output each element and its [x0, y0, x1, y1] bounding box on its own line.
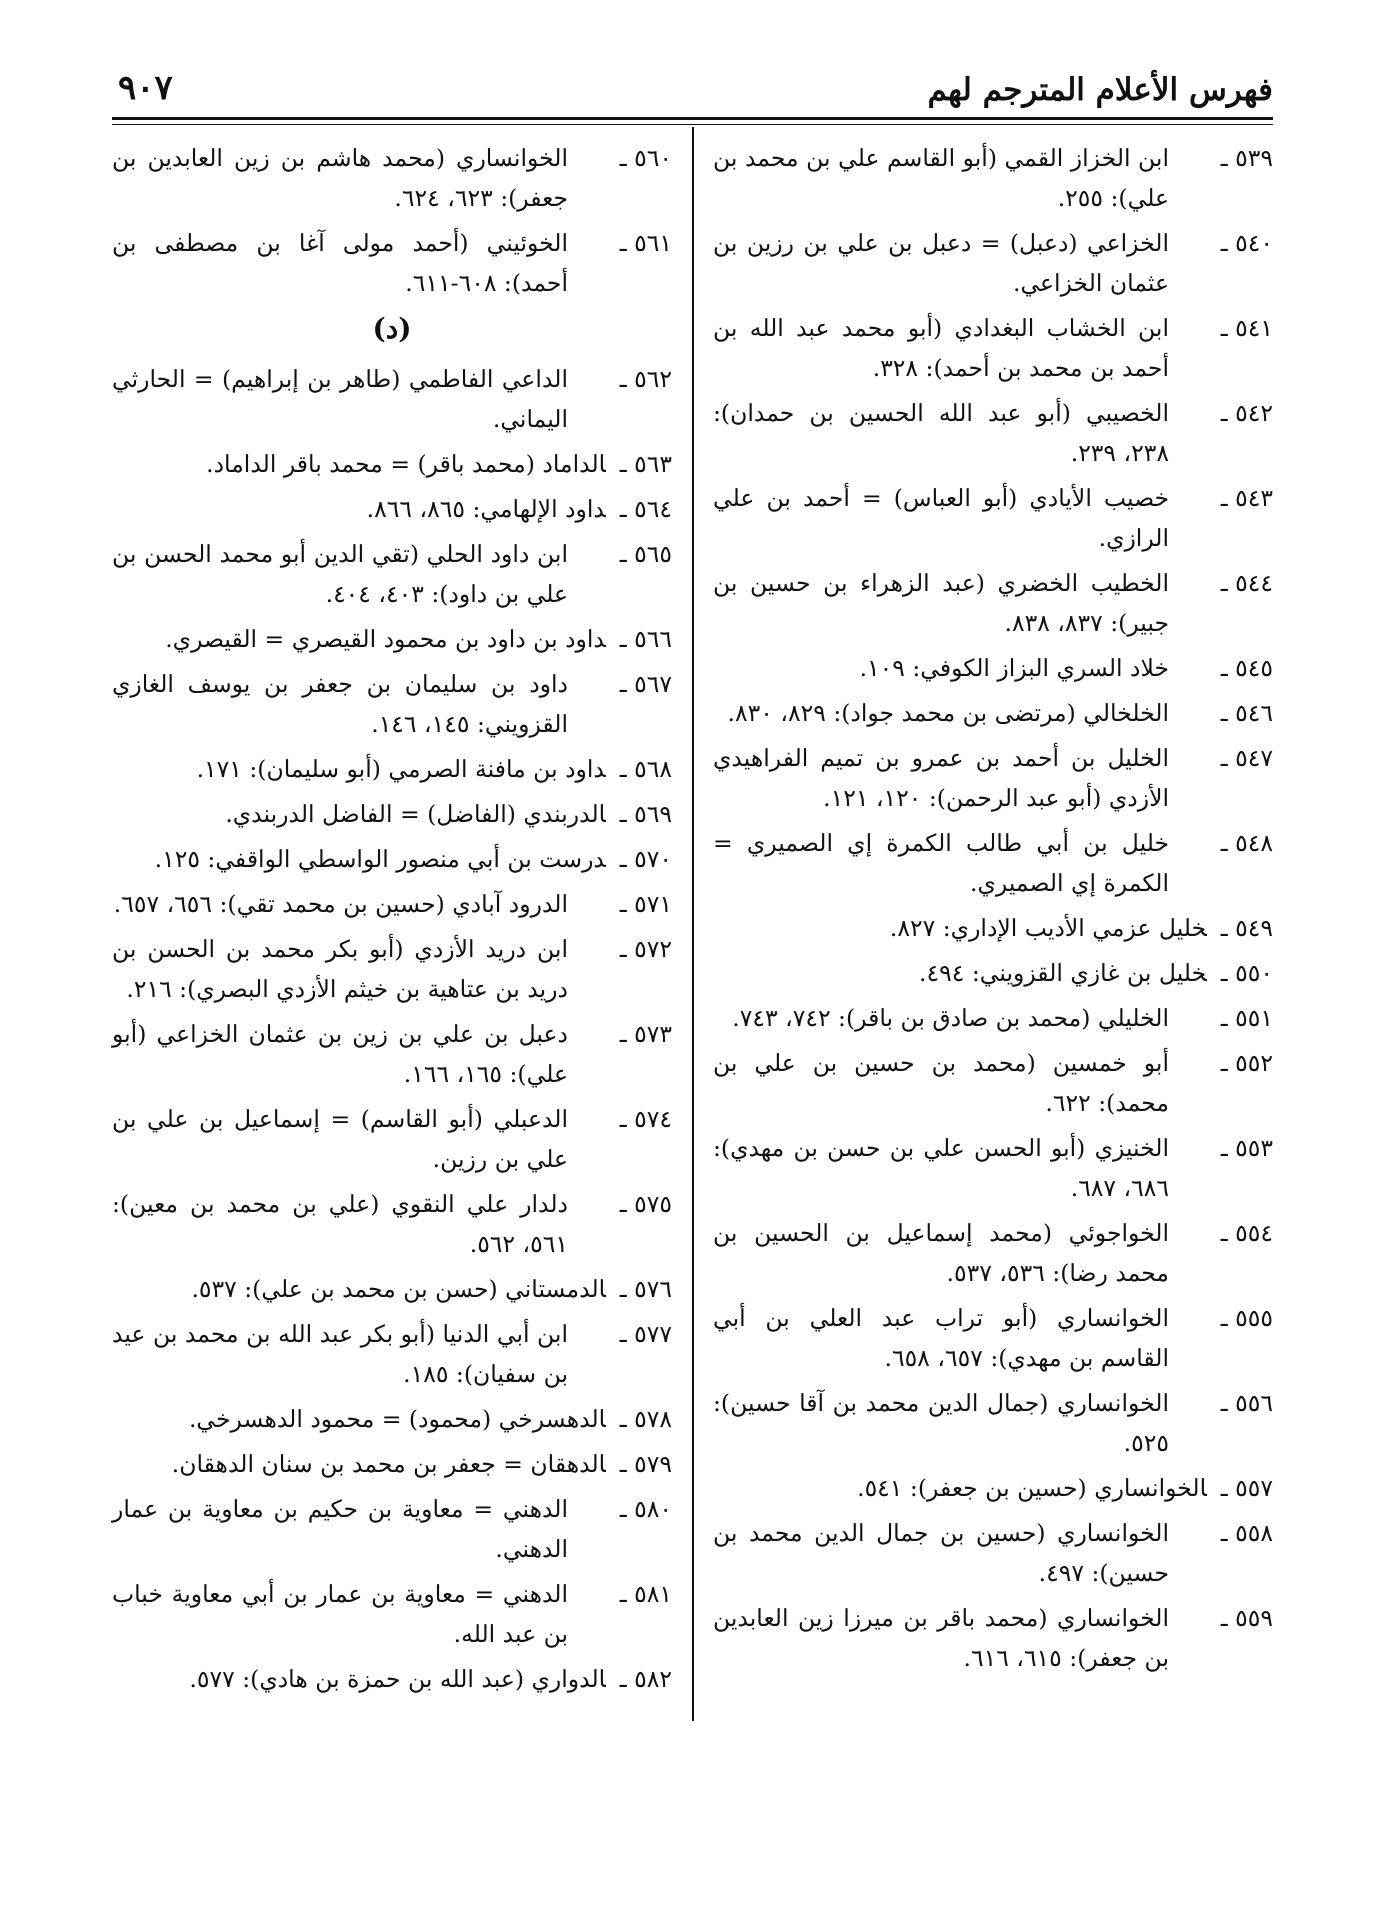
entry-text: الدواري (عبد الله بن حمزة بن هادي): ٥٧٧. — [189, 1665, 606, 1693]
entry-text: الداماد (محمد باقر) = محمد باقر الداماد. — [206, 450, 606, 478]
index-entry — [713, 138, 1273, 218]
index-entry — [713, 953, 1273, 993]
entry-number: ٥٤٣ ـ — [1220, 484, 1273, 512]
entry-text: خليل بن أبي طالب الكمرة إي الصميري = الكمرة إي الصميري. — [713, 829, 1169, 897]
index-entry — [112, 1444, 672, 1484]
entry-number: ٥٤٨ ـ — [1220, 829, 1273, 857]
entry-number: ٥٦٢ ـ — [619, 365, 672, 393]
entry-text: الخطيب الخضري (عبد الزهراء بن حسين بن جبير): ٨٣٧، ٨٣٨. — [713, 569, 1169, 637]
index-entry — [713, 1513, 1273, 1593]
entry-number: ٥٦٤ ـ — [619, 495, 672, 523]
index-entry — [713, 223, 1273, 303]
entry-number: ٥٥٤ ـ — [1220, 1219, 1273, 1247]
entry-text: الخوانساري (أبو تراب عبد العلي بن أبي القاسم بن مهدي): ٦٥٧، ٦٥٨. — [713, 1304, 1169, 1372]
index-entry — [713, 823, 1273, 903]
entry-number: ٥٦٧ ـ — [619, 670, 672, 698]
index-entry — [713, 478, 1273, 558]
entry-text: الخليلي (محمد بن صادق بن باقر): ٧٤٢، ٧٤٣. — [732, 1004, 1169, 1032]
index-entry — [112, 664, 672, 744]
entry-number: ٥٧٨ ـ — [619, 1405, 672, 1433]
entry-text: الخوانساري (جمال الدين محمد بن آقا حسين): ٥٢٥. — [713, 1389, 1169, 1457]
entry-text: دلدار علي النقوي (علي بن محمد بن معين): ٥٦١، ٥٦٢. — [112, 1190, 568, 1258]
entry-text: درست بن أبي منصور الواسطي الواقفي: ١٢٥. — [154, 845, 606, 873]
index-entry — [713, 738, 1273, 818]
entry-number: ٥٤٥ ـ — [1220, 654, 1273, 682]
entry-text: أبو خمسين (محمد بن حسين بن علي بن محمد): ٦٢٢. — [713, 1049, 1169, 1117]
entry-number: ٥٥٣ ـ — [1220, 1134, 1273, 1162]
index-entry — [713, 1468, 1273, 1508]
index-entry — [112, 1099, 672, 1179]
index-entry — [713, 1383, 1273, 1463]
entry-text: الخوئيني (أحمد مولى آغا بن مصطفى بن أحمد): ٦٠٨-٦١١. — [112, 229, 568, 297]
index-entry — [112, 489, 672, 529]
index-entry — [112, 749, 672, 789]
index-entry — [112, 359, 672, 439]
index-entry — [112, 1184, 672, 1264]
index-entry — [713, 1298, 1273, 1378]
entry-text: الدهني = معاوية بن عمار بن أبي معاوية خباب بن عبد الله. — [112, 1580, 568, 1648]
index-entry — [713, 393, 1273, 473]
index-entry — [112, 884, 672, 924]
entry-number: ٥٥٥ ـ — [1220, 1304, 1273, 1332]
entry-text: الخلخالي (مرتضى بن محمد جواد): ٨٢٩، ٨٣٠. — [727, 699, 1169, 727]
entry-number: ٥٤٠ ـ — [1220, 229, 1273, 257]
entry-number: ٥٤١ ـ — [1220, 314, 1273, 342]
entry-text: خليل بن غازي القزويني: ٤٩٤. — [919, 959, 1207, 987]
entry-text: داود الإلهامي: ٨٦٥، ٨٦٦. — [366, 495, 606, 523]
entry-text: ابن دريد الأزدي (أبو بكر محمد بن الحسن بن دريد بن عتاهية بن خيثم الأزدي البصري): ٢١٦. — [112, 935, 568, 1003]
entry-text: الخوانساري (محمد هاشم بن زين العابدين بن جعفر): ٦٢٣، ٦٢٤. — [112, 144, 568, 212]
entry-text: الخزاعي (دعبل) = دعبل بن علي بن رزين بن عثمان الخزاعي. — [713, 229, 1169, 297]
entry-number: ٥٦٥ ـ — [619, 540, 672, 568]
entry-text: الخنيزي (أبو الحسن علي بن حسن بن مهدي): ٦٨٦، ٦٨٧. — [713, 1134, 1169, 1202]
index-entry — [713, 693, 1273, 733]
entry-text: خلاد السري البزاز الكوفي: ١٠٩. — [859, 654, 1169, 682]
entry-text: الداعي الفاطمي (طاهر بن إبراهيم) = الحارثي اليماني. — [112, 365, 568, 433]
index-entry — [713, 563, 1273, 643]
entry-number: ٥٤٧ ـ — [1220, 744, 1273, 772]
entry-number: ٥٧٠ ـ — [619, 845, 672, 873]
entry-text: الدهني = معاوية بن حكيم بن معاوية بن عمار الدهني. — [112, 1495, 568, 1563]
entry-number: ٥٧٢ ـ — [619, 935, 672, 963]
entry-number: ٥٧٣ ـ — [619, 1020, 672, 1048]
page-header — [112, 68, 1273, 116]
entry-text: داود بن سليمان بن جعفر بن يوسف الغازي القزويني: ١٤٥، ١٤٦. — [112, 670, 568, 738]
index-entry — [112, 794, 672, 834]
index-entry — [112, 138, 672, 218]
entry-text: الخوانساري (حسين بن جمال الدين محمد بن حسين): ٤٩٧. — [713, 1519, 1169, 1587]
entry-text: الخليل بن أحمد بن عمرو بن تميم الفراهيدي الأزدي (أبو عبد الرحمن): ١٢٠، ١٢١. — [713, 744, 1169, 812]
left-column — [112, 138, 672, 1704]
entry-number: ٥٤٩ ـ — [1220, 914, 1273, 942]
entry-number: ٥٣٩ ـ — [1220, 144, 1273, 172]
entry-number: ٥٧١ ـ — [619, 890, 672, 918]
index-entry — [112, 444, 672, 484]
index-entry — [713, 1213, 1273, 1293]
entry-number: ٥٦٨ ـ — [619, 755, 672, 783]
header-rule-thick — [112, 117, 1273, 120]
index-entry — [713, 1043, 1273, 1123]
index-entry — [112, 534, 672, 614]
index-entry — [112, 1659, 672, 1699]
index-entry — [112, 1014, 672, 1094]
entry-number: ٥٤٦ ـ — [1220, 699, 1273, 727]
index-entry — [713, 1128, 1273, 1208]
entry-text: الدهقان = جعفر بن محمد بن سنان الدهقان. — [171, 1450, 606, 1478]
entry-text: ابن داود الحلي (تقي الدين أبو محمد الحسن بن علي بن داود): ٤٠٣، ٤٠٤. — [112, 540, 568, 608]
index-entry — [112, 929, 672, 1009]
entry-text: الخواجوئي (محمد إسماعيل بن الحسين بن محمد رضا): ٥٣٦، ٥٣٧. — [713, 1219, 1169, 1287]
entry-text: خليل عزمي الأديب الإداري: ٨٢٧. — [889, 914, 1207, 942]
entry-text: الخصيبي (أبو عبد الله الحسين بن حمدان): ٢٣٨، ٢٣٩. — [713, 399, 1169, 467]
entry-number: ٥٥٦ ـ — [1220, 1389, 1273, 1417]
entry-number: ٥٧٥ ـ — [619, 1190, 672, 1218]
entry-number: ٥٦٠ ـ — [619, 144, 672, 172]
running-title: فهرس الأعلام المترجم لهم — [927, 72, 1273, 108]
entry-number: ٥٤٢ ـ — [1220, 399, 1273, 427]
entry-number: ٥٧٦ ـ — [619, 1275, 672, 1303]
entry-text: الدمستاني (حسن بن محمد بن علي): ٥٣٧. — [191, 1275, 606, 1303]
entry-text: داود بن مافنة الصرمي (أبو سليمان): ١٧١. — [196, 755, 606, 783]
right-column — [713, 138, 1273, 1683]
index-entry — [713, 648, 1273, 688]
entry-number: ٥٥١ ـ — [1220, 1004, 1273, 1032]
header-rule-thin — [112, 124, 1273, 125]
section-letter-heading: (د) — [372, 312, 412, 345]
entry-number: ٥٥٠ ـ — [1220, 959, 1273, 987]
index-entry — [112, 1269, 672, 1309]
left-column-top — [112, 138, 672, 303]
entry-text: ابن الخشاب البغدادي (أبو محمد عبد الله بن أحمد بن محمد بن أحمد): ٣٢٨. — [713, 314, 1169, 382]
entry-number: ٥٦٩ ـ — [619, 800, 672, 828]
entry-text: خصيب الأيادي (أبو العباس) = أحمد بن علي الرازي. — [713, 484, 1169, 552]
entry-text: الدعبلي (أبو القاسم) = إسماعيل بن علي بن علي بن رزين. — [112, 1105, 568, 1173]
index-entry — [112, 1314, 672, 1394]
entry-number: ٥٥٨ ـ — [1220, 1519, 1273, 1547]
index-entry — [112, 1399, 672, 1439]
entry-number: ٥٧٤ ـ — [619, 1105, 672, 1133]
index-entry — [713, 308, 1273, 388]
entry-text: ابن أبي الدنيا (أبو بكر عبد الله بن محمد بن عيد بن سفيان): ١٨٥. — [112, 1320, 568, 1388]
index-entry — [112, 1574, 672, 1654]
page-number: ٩٠٧ — [118, 68, 173, 108]
index-entry — [112, 1489, 672, 1569]
entry-text: الخوانساري (حسين بن جعفر): ٥٤١. — [857, 1474, 1207, 1502]
entry-number: ٥٧٩ ـ — [619, 1450, 672, 1478]
entry-text: داود بن داود بن محمود القيصري = القيصري. — [165, 625, 606, 653]
entry-number: ٥٨١ ـ — [619, 1580, 672, 1608]
entry-number: ٥٦١ ـ — [619, 229, 672, 257]
entry-text: الدهسرخي (محمود) = محمود الدهسرخي. — [188, 1405, 606, 1433]
entry-number: ٥٤٤ ـ — [1220, 569, 1273, 597]
index-entry — [713, 908, 1273, 948]
entry-number: ٥٨٠ ـ — [619, 1495, 672, 1523]
index-entry — [713, 998, 1273, 1038]
entry-number: ٥٦٦ ـ — [619, 625, 672, 653]
entry-number: ٥٧٧ ـ — [619, 1320, 672, 1348]
entry-text: الدربندي (الفاضل) = الفاضل الدربندي. — [225, 800, 606, 828]
index-entry — [112, 223, 672, 303]
entry-number: ٥٦٣ ـ — [619, 450, 672, 478]
column-divider — [692, 127, 694, 1721]
entry-number: ٥٥٧ ـ — [1220, 1474, 1273, 1502]
entry-text: ابن الخزاز القمي (أبو القاسم علي بن محمد بن علي): ٢٥٥. — [713, 144, 1169, 212]
entry-number: ٥٥٢ ـ — [1220, 1049, 1273, 1077]
entry-number: ٥٥٩ ـ — [1220, 1604, 1273, 1632]
entry-text: الخوانساري (محمد باقر بن ميرزا زين العابدين بن جعفر): ٦١٥، ٦١٦. — [713, 1604, 1169, 1672]
index-entry — [112, 839, 672, 879]
index-entry — [112, 619, 672, 659]
entry-text: الدرود آبادي (حسين بن محمد تقي): ٦٥٦، ٦٥٧. — [113, 890, 568, 918]
entry-number: ٥٨٢ ـ — [619, 1665, 672, 1693]
index-entry — [713, 1598, 1273, 1678]
left-column-bottom — [112, 359, 672, 1699]
entry-text: دعبل بن علي بن زين بن عثمان الخزاعي (أبو علي): ١٦٥، ١٦٦. — [112, 1020, 568, 1088]
